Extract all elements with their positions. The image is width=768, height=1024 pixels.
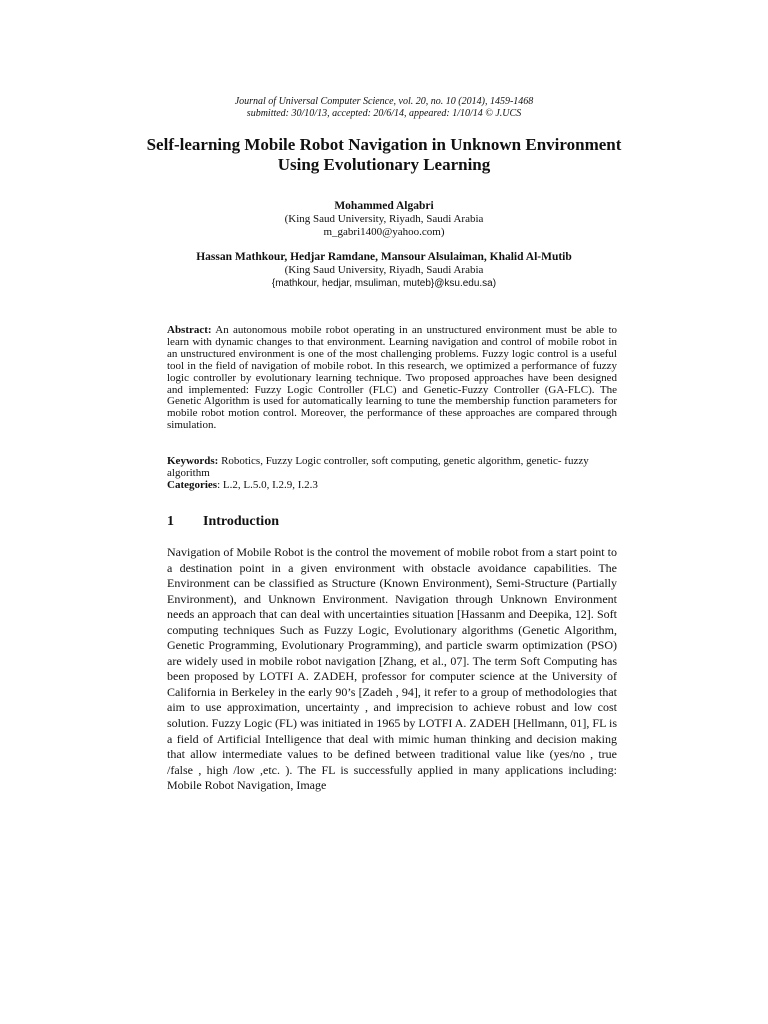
paper-title: Self-learning Mobile Robot Navigation in Unknown Environment Using Evolutionary Learning bbox=[146, 135, 622, 174]
author-affiliation: (King Saud University, Riyadh, Saudi Arabia bbox=[284, 264, 484, 276]
keywords-line bbox=[167, 455, 617, 479]
author-block-1 bbox=[0, 200, 768, 239]
abstract-label: Abstract: bbox=[167, 324, 212, 336]
author-email: m_gabri1400@yahoo.com) bbox=[323, 226, 445, 238]
author-names: Hassan Mathkour, Hedjar Ramdane, Mansour Alsulaiman, Khalid Al-Mutib bbox=[196, 251, 572, 263]
introduction-paragraph: Navigation of Mobile Robot is the control the movement of mobile robot from a start point to a destination point in a given environment with obstacle avoidance capabilities. The Environment can be classified as Structure (Known Environment), Semi-Structure (Partially Environment), and Unknown Environment. Navigation through Unknown Environment needs an approach that can deal with uncertainties situation [Hassanm and Deepika, 12]. Soft computing techniques Such as Fuzzy Logic, Evolutionary algorithms (Genetic Algorithm, Genetic Programming, Evolutionary Programming), and particle swarm optimization (PSO) are widely used in mobile robot navigation [Zhang, et al., 07]. The term Soft Computing has been proposed by LOTFI A. ZADEH, professor for computer science at the University of California in Berkeley in the early 90’s [Zadeh , 94], it refer to a group of methodologies that aim to use approximation, uncertainty , and imprecision to achieve robust and low cost solution. Fuzzy Logic (FL) was initiated in 1965 by LOTFI A. ZADEH [Hellmann, 01], FL is a field of Artificial Intelligence that deal with mimic human thinking and decision making that allow intermediate values to be defined between traditional value like (yes/no , true /false , high /low ,etc. ). The FL is successfully applied in many applications including: Mobile Robot Navigation, Image bbox=[167, 545, 617, 793]
author-affiliation: (King Saud University, Riyadh, Saudi Arabia bbox=[284, 213, 484, 225]
journal-header bbox=[0, 96, 768, 120]
journal-citation: Journal of Universal Computer Science, vol. 20, no. 10 (2014), 1459-1468 bbox=[234, 96, 534, 107]
section-heading bbox=[167, 513, 279, 531]
abstract bbox=[167, 325, 617, 432]
categories-text: : L.2, L.5.0, I.2.9, I.2.3 bbox=[217, 479, 318, 491]
author-names: Mohammed Algabri bbox=[334, 200, 434, 212]
author-email: {mathkour, hedjar, msuliman, muteb}@ksu.edu.sa) bbox=[271, 278, 497, 289]
abstract-text: An autonomous mobile robot operating in an unstructured environment must be able to learn with dynamic changes to that environment. Learning navigation and control of mobile robot in an unstructured environment is one of the most challenging problems. Fuzzy logic control is a useful tool in the field of navigation of mobile robot. In this research, we optimized a performance of fuzzy logic controller by evolutionary learning technique. Two proposed approaches have been designed and implemented: Fuzzy Logic Controller (FLC) and Genetic-Fuzzy Controller (GA-FLC). The Genetic Algorithm is used for automatically learning to tune the membership function parameters for mobile robot motion control. Moreover, the performance of these approaches are compared through simulation. bbox=[167, 324, 617, 432]
journal-dates: submitted: 30/10/13, accepted: 20/6/14, appeared: 1/10/14 © J.UCS bbox=[246, 108, 522, 119]
author-block-2 bbox=[0, 251, 768, 290]
section-number: 1 bbox=[167, 514, 174, 529]
keywords-block bbox=[167, 455, 617, 491]
categories-line bbox=[167, 479, 617, 491]
categories-label: Categories bbox=[167, 479, 218, 491]
keywords-label: Keywords: bbox=[167, 455, 219, 467]
section-title: Introduction bbox=[203, 514, 279, 529]
keywords-text: Robotics, Fuzzy Logic controller, soft computing, genetic algorithm, genetic- fuzzy algorithm bbox=[167, 455, 589, 479]
